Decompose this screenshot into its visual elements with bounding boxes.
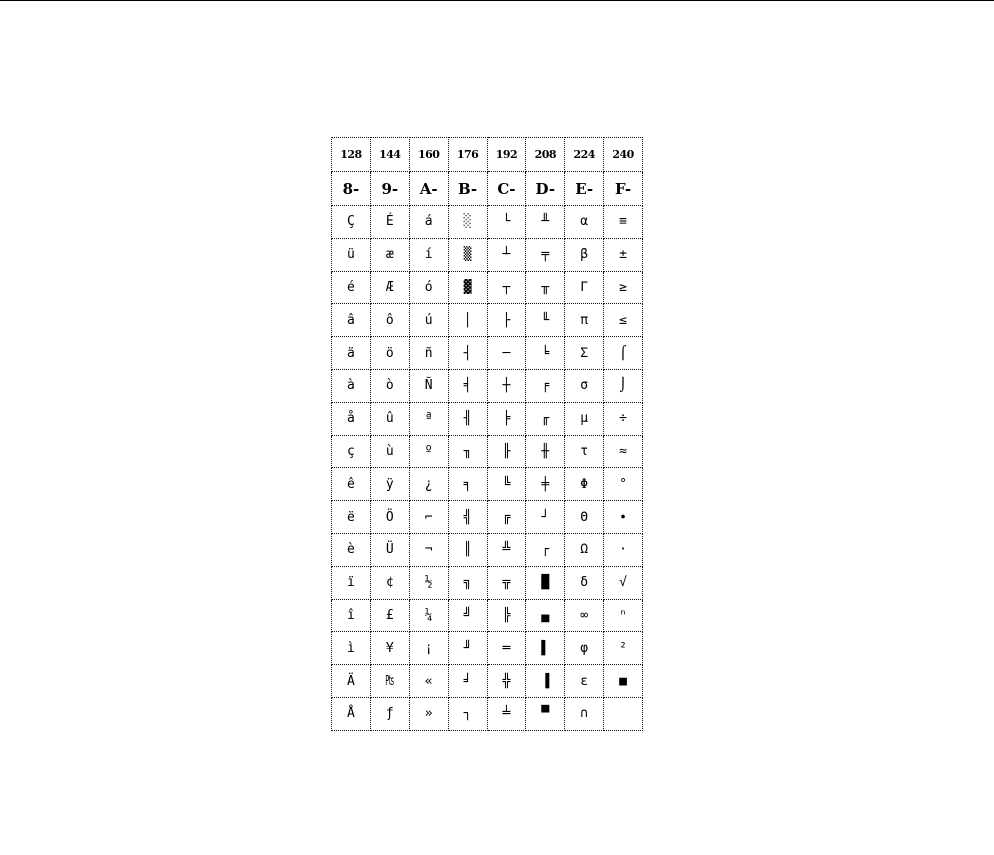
- glyph-cell: ó: [409, 271, 448, 304]
- glyph-cell: ╘: [526, 337, 565, 370]
- glyph-cell: ò: [370, 369, 409, 402]
- glyph-cell: β: [565, 238, 604, 271]
- glyph-cell: ÷: [604, 402, 643, 435]
- hex-header-cell: B-: [448, 172, 487, 206]
- glyph-cell: °: [604, 468, 643, 501]
- glyph-cell: τ: [565, 435, 604, 468]
- glyph-cell: ²: [604, 632, 643, 665]
- glyph-cell: ε: [565, 665, 604, 698]
- glyph-cell: ⁿ: [604, 599, 643, 632]
- glyph-cell: ├: [487, 304, 526, 337]
- glyph-row: [332, 632, 643, 665]
- glyph-cell: á: [409, 206, 448, 239]
- glyph-cell: É: [370, 206, 409, 239]
- decimal-header-cell: 160: [409, 138, 448, 172]
- glyph-row: [332, 665, 643, 698]
- glyph-cell: ░: [448, 206, 487, 239]
- glyph-cell: ±: [604, 238, 643, 271]
- glyph-cell: ╔: [487, 501, 526, 534]
- glyph-cell: ┌: [526, 533, 565, 566]
- glyph-cell: ╬: [487, 665, 526, 698]
- glyph-cell: ╥: [526, 271, 565, 304]
- glyph-cell: ¢: [370, 566, 409, 599]
- glyph-cell: ê: [332, 468, 371, 501]
- hex-header-row: [332, 172, 643, 206]
- glyph-cell: ∩: [565, 697, 604, 730]
- glyph-cell: ö: [370, 337, 409, 370]
- glyph-cell: í: [409, 238, 448, 271]
- glyph-cell: ü: [332, 238, 371, 271]
- glyph-cell: ┐: [448, 697, 487, 730]
- glyph-row: [332, 501, 643, 534]
- glyph-cell: ╫: [526, 435, 565, 468]
- glyph-cell: ╖: [448, 435, 487, 468]
- glyph-cell: ■: [604, 665, 643, 698]
- top-rule: [0, 0, 994, 1]
- glyph-cell: à: [332, 369, 371, 402]
- decimal-header-cell: 240: [604, 138, 643, 172]
- glyph-cell: Æ: [370, 271, 409, 304]
- glyph-cell: ú: [409, 304, 448, 337]
- glyph-cell: Ç: [332, 206, 371, 239]
- glyph-cell: ∞: [565, 599, 604, 632]
- glyph-cell: Φ: [565, 468, 604, 501]
- hex-header-cell: E-: [565, 172, 604, 206]
- glyph-row: [332, 435, 643, 468]
- glyph-cell: ₧: [370, 665, 409, 698]
- glyph-cell: ╣: [448, 501, 487, 534]
- glyph-cell: ≤: [604, 304, 643, 337]
- glyph-row: [332, 533, 643, 566]
- glyph-cell: ▀: [526, 697, 565, 730]
- glyph-cell: â: [332, 304, 371, 337]
- glyph-cell: ╨: [526, 206, 565, 239]
- glyph-cell: ┼: [487, 369, 526, 402]
- glyph-cell: ╝: [448, 599, 487, 632]
- glyph-cell: Γ: [565, 271, 604, 304]
- glyph-cell: √: [604, 566, 643, 599]
- glyph-cell: æ: [370, 238, 409, 271]
- glyph-cell: Ñ: [409, 369, 448, 402]
- glyph-cell: ▓: [448, 271, 487, 304]
- glyph-cell: ù: [370, 435, 409, 468]
- glyph-cell: ╙: [526, 304, 565, 337]
- glyph-cell: ╠: [487, 599, 526, 632]
- glyph-cell: ╕: [448, 468, 487, 501]
- glyph-cell: Ω: [565, 533, 604, 566]
- glyph-cell: ·: [604, 533, 643, 566]
- glyph-cell: ╞: [487, 402, 526, 435]
- glyph-cell: π: [565, 304, 604, 337]
- glyph-row: [332, 402, 643, 435]
- hex-header-cell: F-: [604, 172, 643, 206]
- glyph-cell: Θ: [565, 501, 604, 534]
- glyph-cell: ╛: [448, 665, 487, 698]
- glyph-cell: Ä: [332, 665, 371, 698]
- glyph-cell: ª: [409, 402, 448, 435]
- glyph-row: [332, 271, 643, 304]
- glyph-cell: ÿ: [370, 468, 409, 501]
- glyph-cell: ╢: [448, 402, 487, 435]
- glyph-cell: è: [332, 533, 371, 566]
- glyph-cell: ╪: [526, 468, 565, 501]
- glyph-row: [332, 337, 643, 370]
- glyph-cell: ƒ: [370, 697, 409, 730]
- decimal-header-row: [332, 138, 643, 172]
- glyph-cell: ┘: [526, 501, 565, 534]
- glyph-cell: »: [409, 697, 448, 730]
- glyph-cell: ⌐: [409, 501, 448, 534]
- glyph-row: [332, 206, 643, 239]
- glyph-cell: ñ: [409, 337, 448, 370]
- glyph-row: [332, 566, 643, 599]
- glyph-cell: ¼: [409, 599, 448, 632]
- glyph-cell: «: [409, 665, 448, 698]
- decimal-header-cell: 208: [526, 138, 565, 172]
- glyph-cell: µ: [565, 402, 604, 435]
- glyph-cell: ë: [332, 501, 371, 534]
- chart-body: [332, 138, 643, 731]
- glyph-cell: ┬: [487, 271, 526, 304]
- glyph-cell: ┴: [487, 238, 526, 271]
- glyph-cell: ─: [487, 337, 526, 370]
- glyph-cell: ≡: [604, 206, 643, 239]
- glyph-cell: │: [448, 304, 487, 337]
- glyph-cell: ¡: [409, 632, 448, 665]
- glyph-cell: ≥: [604, 271, 643, 304]
- glyph-cell: ╜: [448, 632, 487, 665]
- glyph-row: [332, 369, 643, 402]
- glyph-cell: ╒: [526, 369, 565, 402]
- glyph-cell: Σ: [565, 337, 604, 370]
- decimal-header-cell: 128: [332, 138, 371, 172]
- glyph-cell: ║: [448, 533, 487, 566]
- hex-header-cell: A-: [409, 172, 448, 206]
- glyph-cell: [604, 697, 643, 730]
- glyph-cell: └: [487, 206, 526, 239]
- glyph-row: [332, 697, 643, 730]
- glyph-cell: φ: [565, 632, 604, 665]
- hex-header-cell: D-: [526, 172, 565, 206]
- glyph-cell: ╧: [487, 697, 526, 730]
- glyph-cell: û: [370, 402, 409, 435]
- hex-header-cell: 9-: [370, 172, 409, 206]
- glyph-cell: ï: [332, 566, 371, 599]
- glyph-cell: δ: [565, 566, 604, 599]
- glyph-cell: ô: [370, 304, 409, 337]
- glyph-cell: ▐: [526, 665, 565, 698]
- glyph-cell: ▒: [448, 238, 487, 271]
- glyph-cell: ═: [487, 632, 526, 665]
- glyph-cell: ¥: [370, 632, 409, 665]
- glyph-cell: ╓: [526, 402, 565, 435]
- glyph-cell: ä: [332, 337, 371, 370]
- glyph-cell: ┤: [448, 337, 487, 370]
- glyph-cell: ⌡: [604, 369, 643, 402]
- glyph-row: [332, 304, 643, 337]
- glyph-cell: î: [332, 599, 371, 632]
- glyph-cell: ▄: [526, 599, 565, 632]
- glyph-cell: ╟: [487, 435, 526, 468]
- decimal-header-cell: 176: [448, 138, 487, 172]
- glyph-cell: º: [409, 435, 448, 468]
- glyph-cell: ╚: [487, 468, 526, 501]
- glyph-cell: Ü: [370, 533, 409, 566]
- glyph-cell: ╗: [448, 566, 487, 599]
- glyph-cell: ¿: [409, 468, 448, 501]
- glyph-cell: Å: [332, 697, 371, 730]
- glyph-row: [332, 468, 643, 501]
- decimal-header-cell: 224: [565, 138, 604, 172]
- glyph-cell: å: [332, 402, 371, 435]
- decimal-header-cell: 144: [370, 138, 409, 172]
- glyph-cell: σ: [565, 369, 604, 402]
- glyph-cell: █: [526, 566, 565, 599]
- glyph-cell: ì: [332, 632, 371, 665]
- glyph-cell: ╤: [526, 238, 565, 271]
- glyph-row: [332, 238, 643, 271]
- glyph-cell: ╡: [448, 369, 487, 402]
- glyph-cell: ▌: [526, 632, 565, 665]
- glyph-cell: £: [370, 599, 409, 632]
- hex-header-cell: C-: [487, 172, 526, 206]
- glyph-cell: ╦: [487, 566, 526, 599]
- glyph-cell: ⌠: [604, 337, 643, 370]
- glyph-cell: ╩: [487, 533, 526, 566]
- glyph-cell: ½: [409, 566, 448, 599]
- decimal-header-cell: 192: [487, 138, 526, 172]
- glyph-cell: Ö: [370, 501, 409, 534]
- glyph-cell: é: [332, 271, 371, 304]
- glyph-row: [332, 599, 643, 632]
- hex-header-cell: 8-: [332, 172, 371, 206]
- glyph-cell: ≈: [604, 435, 643, 468]
- glyph-cell: α: [565, 206, 604, 239]
- glyph-cell: ∙: [604, 501, 643, 534]
- glyph-cell: ç: [332, 435, 371, 468]
- glyph-cell: ¬: [409, 533, 448, 566]
- code-page-437-chart: [331, 137, 643, 731]
